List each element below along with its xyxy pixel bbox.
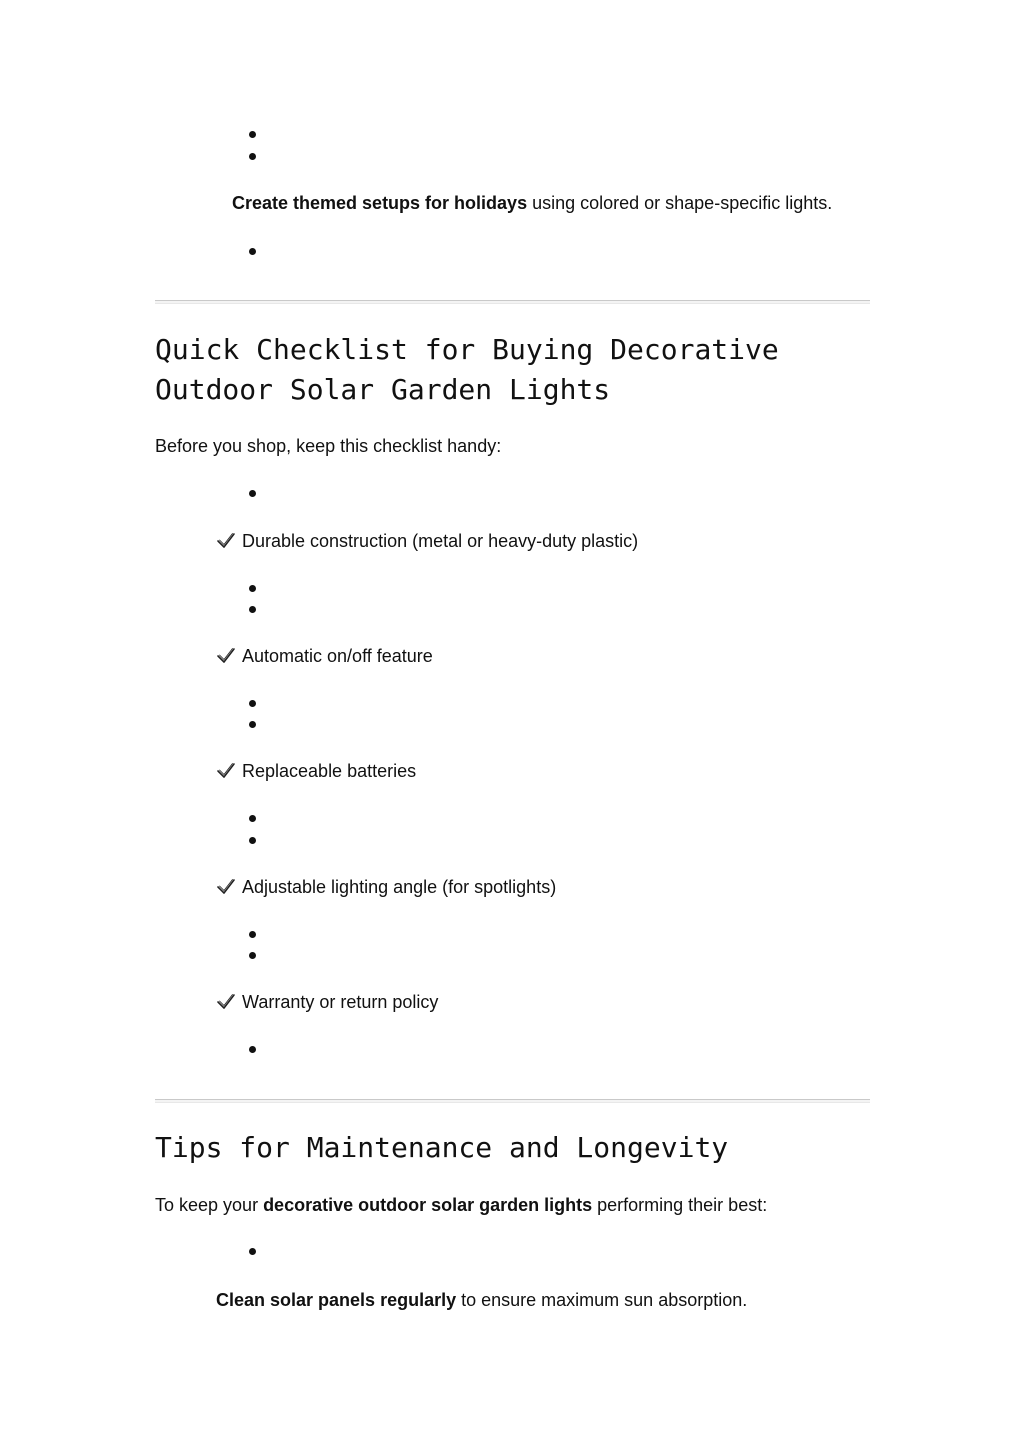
maintenance-intro-start: To keep your [155,1195,264,1215]
list-bullet [249,721,256,728]
checklist-item [216,876,556,898]
checklist-heading: Quick Checklist for Buying Decorative Outdoor Solar Garden Lights [155,333,779,406]
list-bullet [249,837,256,844]
checklist-item [216,991,438,1013]
list-bullet [249,1248,256,1255]
themed-setups-bold: Create themed setups for holidays [232,193,528,213]
checklist-item-label: Durable construction (metal or heavy-duty plastic) [242,531,639,551]
list-bullet [249,490,256,497]
checklist-item-label: Replaceable batteries [242,761,417,781]
list-bullet [249,952,256,959]
check-icon [216,647,236,665]
list-bullet [249,131,256,138]
maintenance-intro-bold: decorative outdoor solar garden lights [263,1195,593,1215]
list-bullet [249,585,256,592]
list-bullet [249,248,256,255]
themed-setups-paragraph [232,192,832,214]
maintenance-tip-bold: Clean solar panels regularly [216,1290,457,1310]
check-icon [216,532,236,550]
list-bullet [249,606,256,613]
checklist-item [216,530,638,552]
checklist-item [216,645,433,667]
list-bullet [249,1046,256,1053]
themed-setups-text: using colored or shape-specific lights. [527,193,833,213]
checklist-item-label: Adjustable lighting angle (for spotlights) [242,877,557,897]
maintenance-tip [216,1289,747,1311]
horizontal-divider [155,300,870,304]
list-bullet [249,815,256,822]
list-bullet [249,153,256,160]
check-icon [216,993,236,1011]
maintenance-heading: Tips for Maintenance and Longevity [155,1131,729,1164]
checklist-intro: Before you shop, keep this checklist handy: [155,436,502,456]
maintenance-intro [155,1194,767,1216]
maintenance-tip-text: to ensure maximum sun absorption. [456,1290,748,1310]
maintenance-intro-end: performing their best: [592,1195,768,1215]
check-icon [216,762,236,780]
check-icon [216,878,236,896]
horizontal-divider [155,1099,870,1103]
list-bullet [249,700,256,707]
checklist-item-label: Warranty or return policy [242,992,439,1012]
list-bullet [249,931,256,938]
checklist-item [216,760,416,782]
checklist-item-label: Automatic on/off feature [242,646,433,666]
